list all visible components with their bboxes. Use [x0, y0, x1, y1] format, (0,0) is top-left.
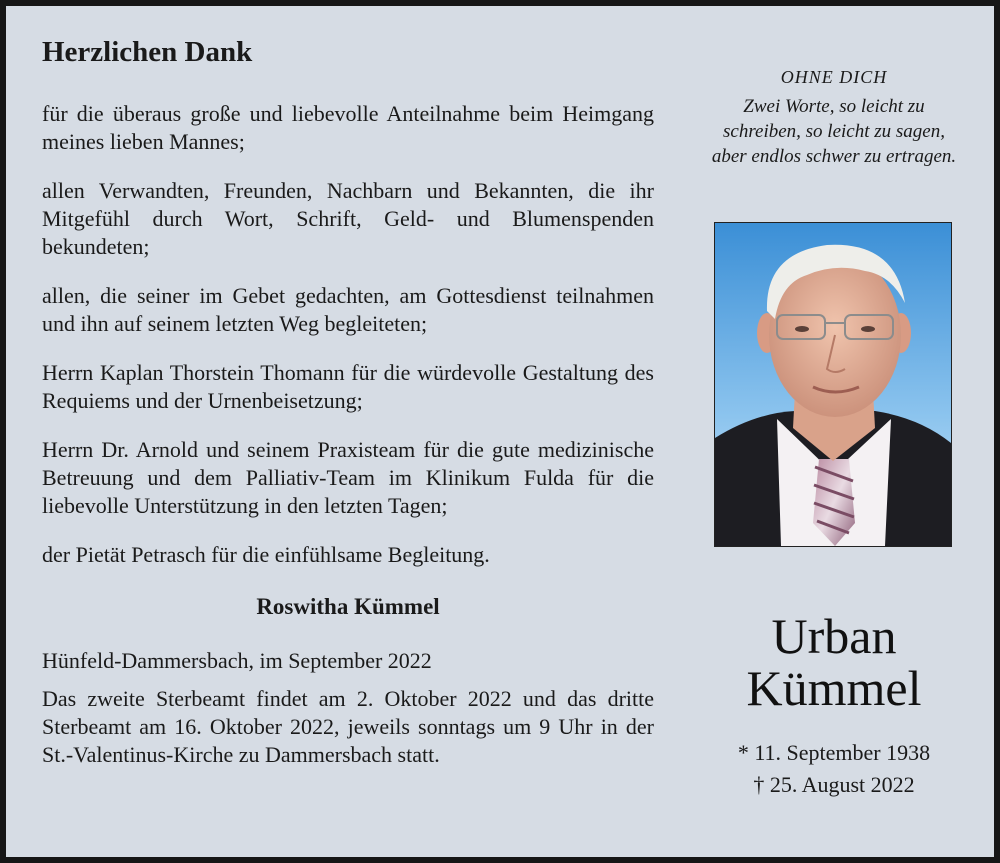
- thanks-paragraph-4: Herrn Kaplan Thorstein Thomann für die würdevolle Gestaltung des Requiems und der Urnenbeisetzung;: [42, 360, 654, 413]
- first-name: Urban: [771, 608, 897, 664]
- thanks-section: [42, 34, 654, 769]
- thanks-paragraph-6: der Pietät Petrasch für die einfühlsame Begleitung.: [42, 542, 490, 567]
- portrait-illustration: [715, 223, 951, 546]
- thanks-paragraph-1: für die überaus große und liebevolle Anteilnahme beim Heimgang meines lieben Mannes;: [42, 101, 654, 154]
- deceased-name: [686, 610, 982, 714]
- thanks-paragraph-2: allen Verwandten, Freunden, Nachbarn und Bekannten, die ihr Mitgefühl durch Wort, Schrift, Geld- und Blumenspenden bekundeten;: [42, 178, 654, 259]
- life-dates: [686, 737, 982, 801]
- signature: Roswitha Kümmel: [256, 594, 440, 619]
- death-date: † 25. August 2022: [753, 772, 915, 797]
- mass-notice: Das zweite Sterbeamt findet am 2. Oktober 2022 und das dritte Sterbeamt am 16. Oktober 2022, jeweils sonntags um 9 Uhr in der St.-Valentinus-Kirche zu Dammersbach statt.: [42, 686, 654, 767]
- poem-section: [686, 64, 982, 169]
- last-name: Kümmel: [746, 660, 922, 716]
- thanks-heading: Herzlichen Dank: [42, 36, 253, 68]
- birth-date: * 11. September 1938: [737, 740, 931, 765]
- poem-line-2: schreiben, so leicht zu sagen,: [723, 121, 945, 142]
- place-date: Hünfeld-Dammersbach, im September 2022: [42, 648, 432, 673]
- thanks-paragraph-5: Herrn Dr. Arnold und seinem Praxisteam für die gute medizinische Betreuung und dem Palliativ-Team im Klinikum Fulda für die liebevolle Unterstützung in den letzten Tagen;: [42, 437, 654, 518]
- poem-line-3: aber endlos schwer zu ertragen.: [711, 146, 957, 167]
- thanks-paragraph-3: allen, die seiner im Gebet gedachten, am Gottesdienst teilnahmen und ihn auf seinem letzten Weg begleiteten;: [42, 283, 654, 336]
- portrait-photo: [714, 222, 952, 547]
- poem-title: OHNE DICH: [780, 67, 888, 87]
- poem-line-1: Zwei Worte, so leicht zu: [743, 96, 925, 117]
